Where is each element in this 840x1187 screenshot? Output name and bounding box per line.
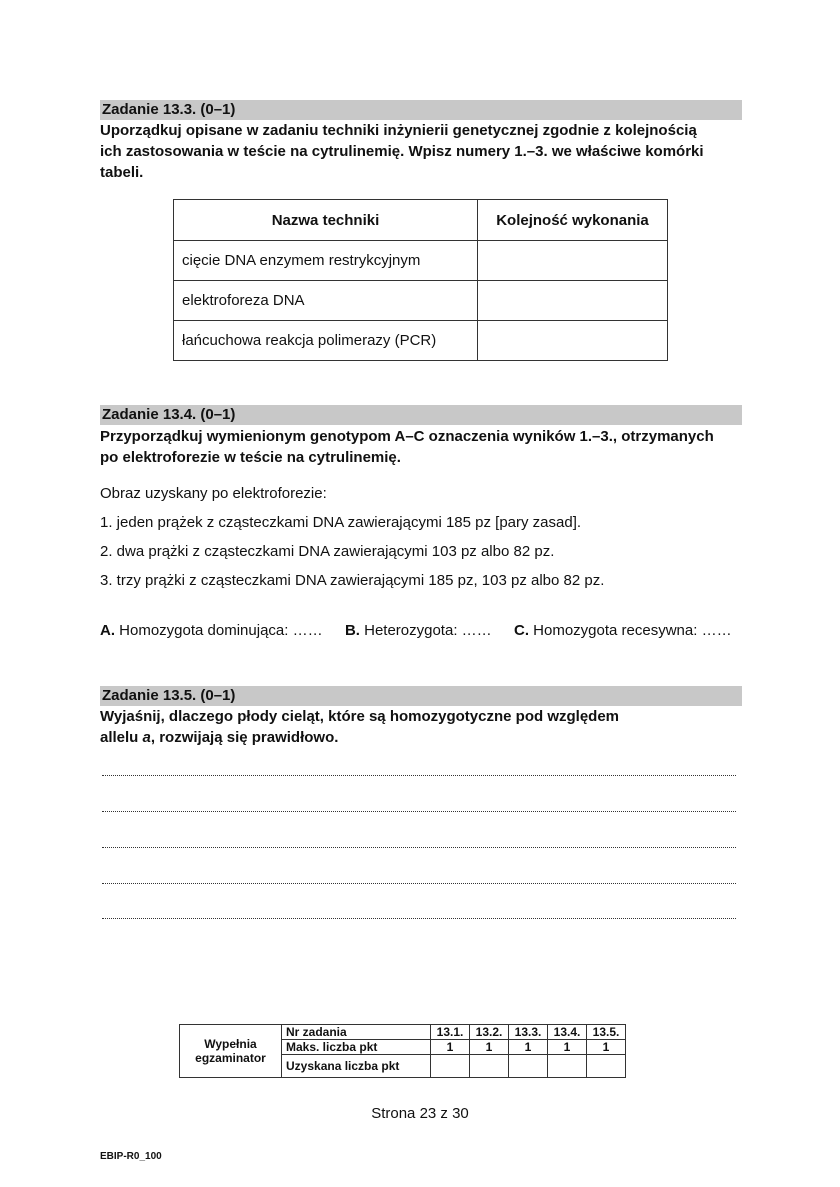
- techniques-table: [173, 199, 668, 361]
- table-header-row: [174, 200, 668, 241]
- genotype-answers: [100, 622, 732, 640]
- allele-symbol: a: [142, 729, 151, 746]
- table-row: [174, 281, 668, 321]
- obtained-points-cell[interactable]: [431, 1055, 470, 1078]
- genotype-a-letter: A.: [100, 622, 115, 639]
- electrophoresis-intro: Obraz uzyskany po elektroforezie:: [100, 485, 327, 502]
- task-13-5-heading-bar: [100, 686, 742, 706]
- instruction-line: po elektroforezie w teście na cytrulinemię.: [100, 449, 401, 466]
- instruction-line: ich zastosowania w teście na cytrulinemię. Wpisz numery 1.–3. we właściwe komórki: [100, 143, 704, 160]
- task-number-label: Nr zadania: [282, 1025, 431, 1040]
- table-row: [174, 321, 668, 361]
- answer-line[interactable]: [102, 847, 736, 848]
- answer-line[interactable]: [102, 811, 736, 812]
- examiner-fill-label: [180, 1025, 282, 1078]
- instruction-line: Wyjaśnij, dlaczego płody cieląt, które są homozygotyczne pod względem: [100, 708, 620, 725]
- instruction-text: allelu: [100, 729, 143, 746]
- answer-line[interactable]: [102, 883, 736, 884]
- task-number: 13.1.: [431, 1025, 470, 1040]
- examiner-fill-label-line: Wypełnia: [204, 1037, 257, 1051]
- max-points: 1: [431, 1040, 470, 1055]
- obtained-points-cell[interactable]: [587, 1055, 626, 1078]
- task-13-4-instruction: [100, 426, 750, 468]
- task-number: 13.4.: [548, 1025, 587, 1040]
- task-13-3-instruction: [100, 120, 750, 183]
- order-answer-cell[interactable]: [478, 321, 668, 361]
- obtained-points-cell[interactable]: [470, 1055, 509, 1078]
- answer-line[interactable]: [102, 918, 736, 919]
- obtained-points-label: Uzyskana liczba pkt: [282, 1055, 431, 1078]
- task-13-4-heading: Zadanie 13.4. (0–1): [102, 406, 236, 423]
- max-points: 1: [587, 1040, 626, 1055]
- max-points: 1: [509, 1040, 548, 1055]
- instruction-line: Przyporządkuj wymienionym genotypom A–C oznaczenia wyników 1.–3., otrzymanych: [100, 428, 714, 445]
- document-code: EBIP-R0_100: [100, 1151, 162, 1162]
- genotype-a[interactable]: [100, 622, 323, 639]
- task-13-3-heading: Zadanie 13.3. (0–1): [102, 101, 236, 118]
- genotype-c-text: Homozygota recesywna: ……: [529, 622, 732, 639]
- technique-name: łańcuchowa reakcja polimerazy (PCR): [174, 321, 478, 361]
- task-number: 13.5.: [587, 1025, 626, 1040]
- instruction-line: Uporządkuj opisane w zadaniu techniki inżynierii genetycznej zgodnie z kolejnością: [100, 122, 697, 139]
- column-header-order: Kolejność wykonania: [478, 200, 668, 241]
- instruction-text: , rozwijają się prawidłowo.: [150, 729, 339, 746]
- instruction-line: [100, 727, 750, 748]
- genotype-b-text: Heterozygota: ……: [359, 622, 492, 639]
- examiner-fill-label-line: egzaminator: [195, 1051, 266, 1065]
- examiner-score-table: [179, 1024, 626, 1078]
- task-number: 13.3.: [509, 1025, 548, 1040]
- genotype-b[interactable]: [345, 622, 492, 639]
- obtained-points-cell[interactable]: [509, 1055, 548, 1078]
- task-13-3-heading-bar: [100, 100, 742, 120]
- score-row-task: [180, 1025, 626, 1040]
- max-points: 1: [470, 1040, 509, 1055]
- instruction-line: tabeli.: [100, 164, 144, 181]
- genotype-c-letter: C.: [514, 622, 529, 639]
- table-row: [174, 241, 668, 281]
- order-answer-cell[interactable]: [478, 241, 668, 281]
- technique-name: cięcie DNA enzymem restrykcyjnym: [174, 241, 478, 281]
- max-points-label: Maks. liczba pkt: [282, 1040, 431, 1055]
- order-answer-cell[interactable]: [478, 281, 668, 321]
- max-points: 1: [548, 1040, 587, 1055]
- task-13-5-instruction: [100, 706, 750, 748]
- obtained-points-cell[interactable]: [548, 1055, 587, 1078]
- genotype-b-letter: B.: [344, 622, 360, 639]
- result-item: 2. dwa prążki z cząsteczkami DNA zawierającymi 103 pz albo 82 pz.: [100, 543, 555, 560]
- genotype-a-text: Homozygota dominująca: ……: [115, 622, 323, 639]
- task-number: 13.2.: [470, 1025, 509, 1040]
- technique-name: elektroforeza DNA: [174, 281, 478, 321]
- genotype-c[interactable]: [514, 622, 732, 639]
- page-number: Strona 23 z 30: [371, 1105, 469, 1122]
- task-13-5-heading: Zadanie 13.5. (0–1): [102, 687, 236, 704]
- result-item: 1. jeden prążek z cząsteczkami DNA zawierającymi 185 pz [pary zasad].: [100, 514, 582, 531]
- result-item: 3. trzy prążki z cząsteczkami DNA zawierającymi 185 pz, 103 pz albo 82 pz.: [100, 572, 605, 589]
- answer-line[interactable]: [102, 775, 736, 776]
- task-13-4-heading-bar: [100, 405, 742, 425]
- column-header-technique: Nazwa techniki: [174, 200, 478, 241]
